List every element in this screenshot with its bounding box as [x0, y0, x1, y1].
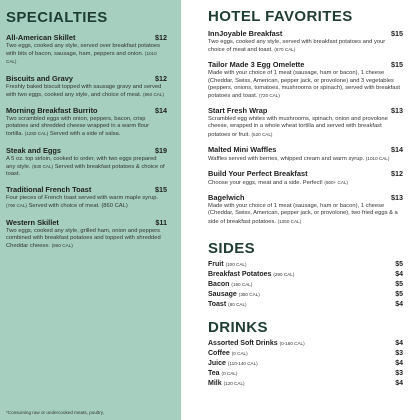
item-price: $4 [395, 359, 403, 367]
item-calories: (0 CAL) [231, 350, 248, 356]
item-price: $3 [395, 349, 403, 357]
item-calories: (290 CAL) [273, 271, 295, 277]
item-price: $5 [395, 290, 403, 298]
item-price: $11 [155, 217, 167, 227]
item-price: $5 [395, 260, 403, 268]
drinks-title: DRINKS [208, 318, 268, 336]
item-name: Morning Breakfast Burrito [6, 106, 98, 116]
item-description: Choose your eggs, meat and a side. Perfect! (560+ CAL) [208, 180, 348, 187]
item-name: All-American Skillet [6, 33, 76, 42]
item-price: $13 [391, 106, 403, 116]
item-name: Coffee [208, 349, 230, 357]
right-panel [181, 0, 420, 420]
list-item [208, 271, 403, 278]
item-name: Tailor Made 3 Egg Omelette [208, 60, 305, 70]
menu-item [208, 29, 403, 54]
item-description: Freshly baked biscuit topped with sausage gravy and served with two eggs, cooked any style, and choice of meat. (860 CAL) [6, 83, 164, 98]
list-item [208, 281, 403, 288]
item-calories: (160 CAL) [231, 281, 253, 287]
item-description: Scrambled egg whites with mushrooms, spinach, onion and provolone cheese, wrapped in a whole wheat tortilla and served with breakfast potatoes or fruit. (520 CAL) [208, 116, 388, 138]
menu-item [6, 146, 167, 179]
item-price: $19 [155, 145, 167, 155]
menu-item [6, 218, 167, 251]
hotel-favorites-title: HOTEL FAVORITES [208, 8, 353, 25]
item-name: Tea [208, 369, 220, 377]
item-price: $4 [395, 300, 403, 308]
item-name: Start Fresh Wrap [208, 106, 268, 116]
item-name: Toast [208, 300, 227, 308]
item-price: $4 [395, 379, 403, 387]
item-name: Biscuits and Gravy [6, 73, 73, 83]
item-price: $4 [395, 270, 403, 278]
item-name: Steak and Eggs [6, 145, 62, 155]
list-item [208, 360, 403, 367]
item-price: $14 [155, 106, 167, 116]
item-description: Two eggs, cooked any style, grilled ham, onion and peppers combined with breakfast potatoes and topped with shredded Cheddar cheese. (860 CAL) [6, 227, 161, 250]
item-name: Sausage [208, 290, 237, 298]
item-calories: (100 CAL) [225, 261, 247, 267]
drinks-list [208, 340, 403, 387]
item-name: Bagelwich [208, 193, 245, 203]
item-name: Assorted Soft Drinks [208, 339, 278, 347]
item-price: $5 [395, 280, 403, 288]
item-description: Two eggs, cooked any style, served over breakfast potatoes with bits of bacon, sausage, ham, peppers and onion. (1010 CAL) [6, 43, 161, 65]
menu-item [208, 145, 403, 163]
item-description: Two scrambled eggs with onion, peppers, bacon, crisp potatoes and shredded cheese wrapped in a warm flour tortilla. (1280 CAL) Served with a side of salsa. [6, 116, 150, 138]
list-item [208, 350, 403, 357]
sides-title: SIDES [208, 239, 256, 257]
menu-item [6, 74, 167, 99]
specialties-panel [0, 0, 181, 420]
drinks-section [208, 319, 403, 387]
item-calories: (0 CAL) [221, 370, 238, 376]
menu-item [6, 106, 167, 139]
item-calories: (120 CAL) [223, 380, 245, 386]
item-price: $15 [391, 29, 403, 38]
list-item [208, 380, 403, 387]
sides-list [208, 261, 403, 308]
list-item [208, 370, 403, 377]
item-price: $15 [155, 185, 167, 195]
item-calories: (110-140 CAL) [227, 360, 258, 366]
item-description: Waffles served with berries, whipped cream and warm syrup. (1010 CAL) [208, 155, 390, 162]
menu-item [208, 106, 403, 139]
list-item [208, 291, 403, 298]
item-price: $14 [391, 144, 403, 154]
item-price: $12 [155, 73, 167, 83]
menu-item [208, 169, 403, 187]
item-description: A 5 oz. top sirloin, cooked to order, with two eggs prepared any style. (830 CAL) Served with breakfast potatoes & choice of toast. [6, 155, 165, 178]
item-price: $4 [395, 339, 403, 347]
menu-item [6, 33, 167, 67]
item-description: Made with your choice of 1 meat (sausage, ham or bacon), 1 cheese (Cheddar, Swiss, American, pepper jack, or provolone), two fried eggs & a side of breakfast potatoes. (1050 CAL) [208, 203, 398, 225]
item-name: Juice [208, 359, 226, 367]
item-calories: (350 CAL) [238, 291, 260, 297]
item-price: $15 [391, 60, 403, 70]
menu-item [6, 185, 167, 210]
item-name: Breakfast Potatoes [208, 270, 272, 278]
item-name: Milk [208, 379, 222, 387]
item-price: $12 [391, 169, 403, 179]
menu-item [208, 60, 403, 100]
sides-section [208, 240, 403, 308]
item-price: $13 [391, 193, 403, 203]
item-name: Bacon [208, 280, 230, 288]
item-name: Traditional French Toast [6, 185, 92, 195]
item-name: Western Skillet [6, 217, 59, 227]
item-price: $3 [395, 369, 403, 377]
item-description: Made with your choice of 1 meat (sausage, ham or bacon), 1 cheese (Cheddar, Swiss, American, pepper jack, or provolone) and 3 vegetables (peppers, onions, tomatoes, mushrooms or spinach), served with breakfast potatoes and toast. (720 CAL) [208, 70, 401, 100]
item-description: Four pieces of French toast served with warm maple syrup. (790 CAL) Served with choice of meat. (860 CAL) [6, 195, 159, 210]
item-description: Two eggs, cooked any style, served with breakfast potatoes and your choice of meat and toast. (870 CAL) [208, 39, 386, 54]
item-calories: (80 CAL) [228, 301, 247, 307]
item-calories: (0-160 CAL) [279, 340, 305, 346]
item-name: Malted Mini Waffles [208, 144, 277, 154]
item-name: Build Your Perfect Breakfast [208, 169, 308, 179]
list-item [208, 340, 403, 347]
menu-item [208, 193, 403, 226]
specialties-title: SPECIALTIES [6, 9, 108, 26]
footnote: *Consuming raw or undercooked meats, poultry, [6, 410, 104, 415]
item-name: InnJoyable Breakfast [208, 29, 283, 38]
list-item [208, 261, 403, 268]
item-price: $12 [155, 33, 167, 42]
list-item [208, 301, 403, 308]
item-name: Fruit [208, 260, 224, 268]
